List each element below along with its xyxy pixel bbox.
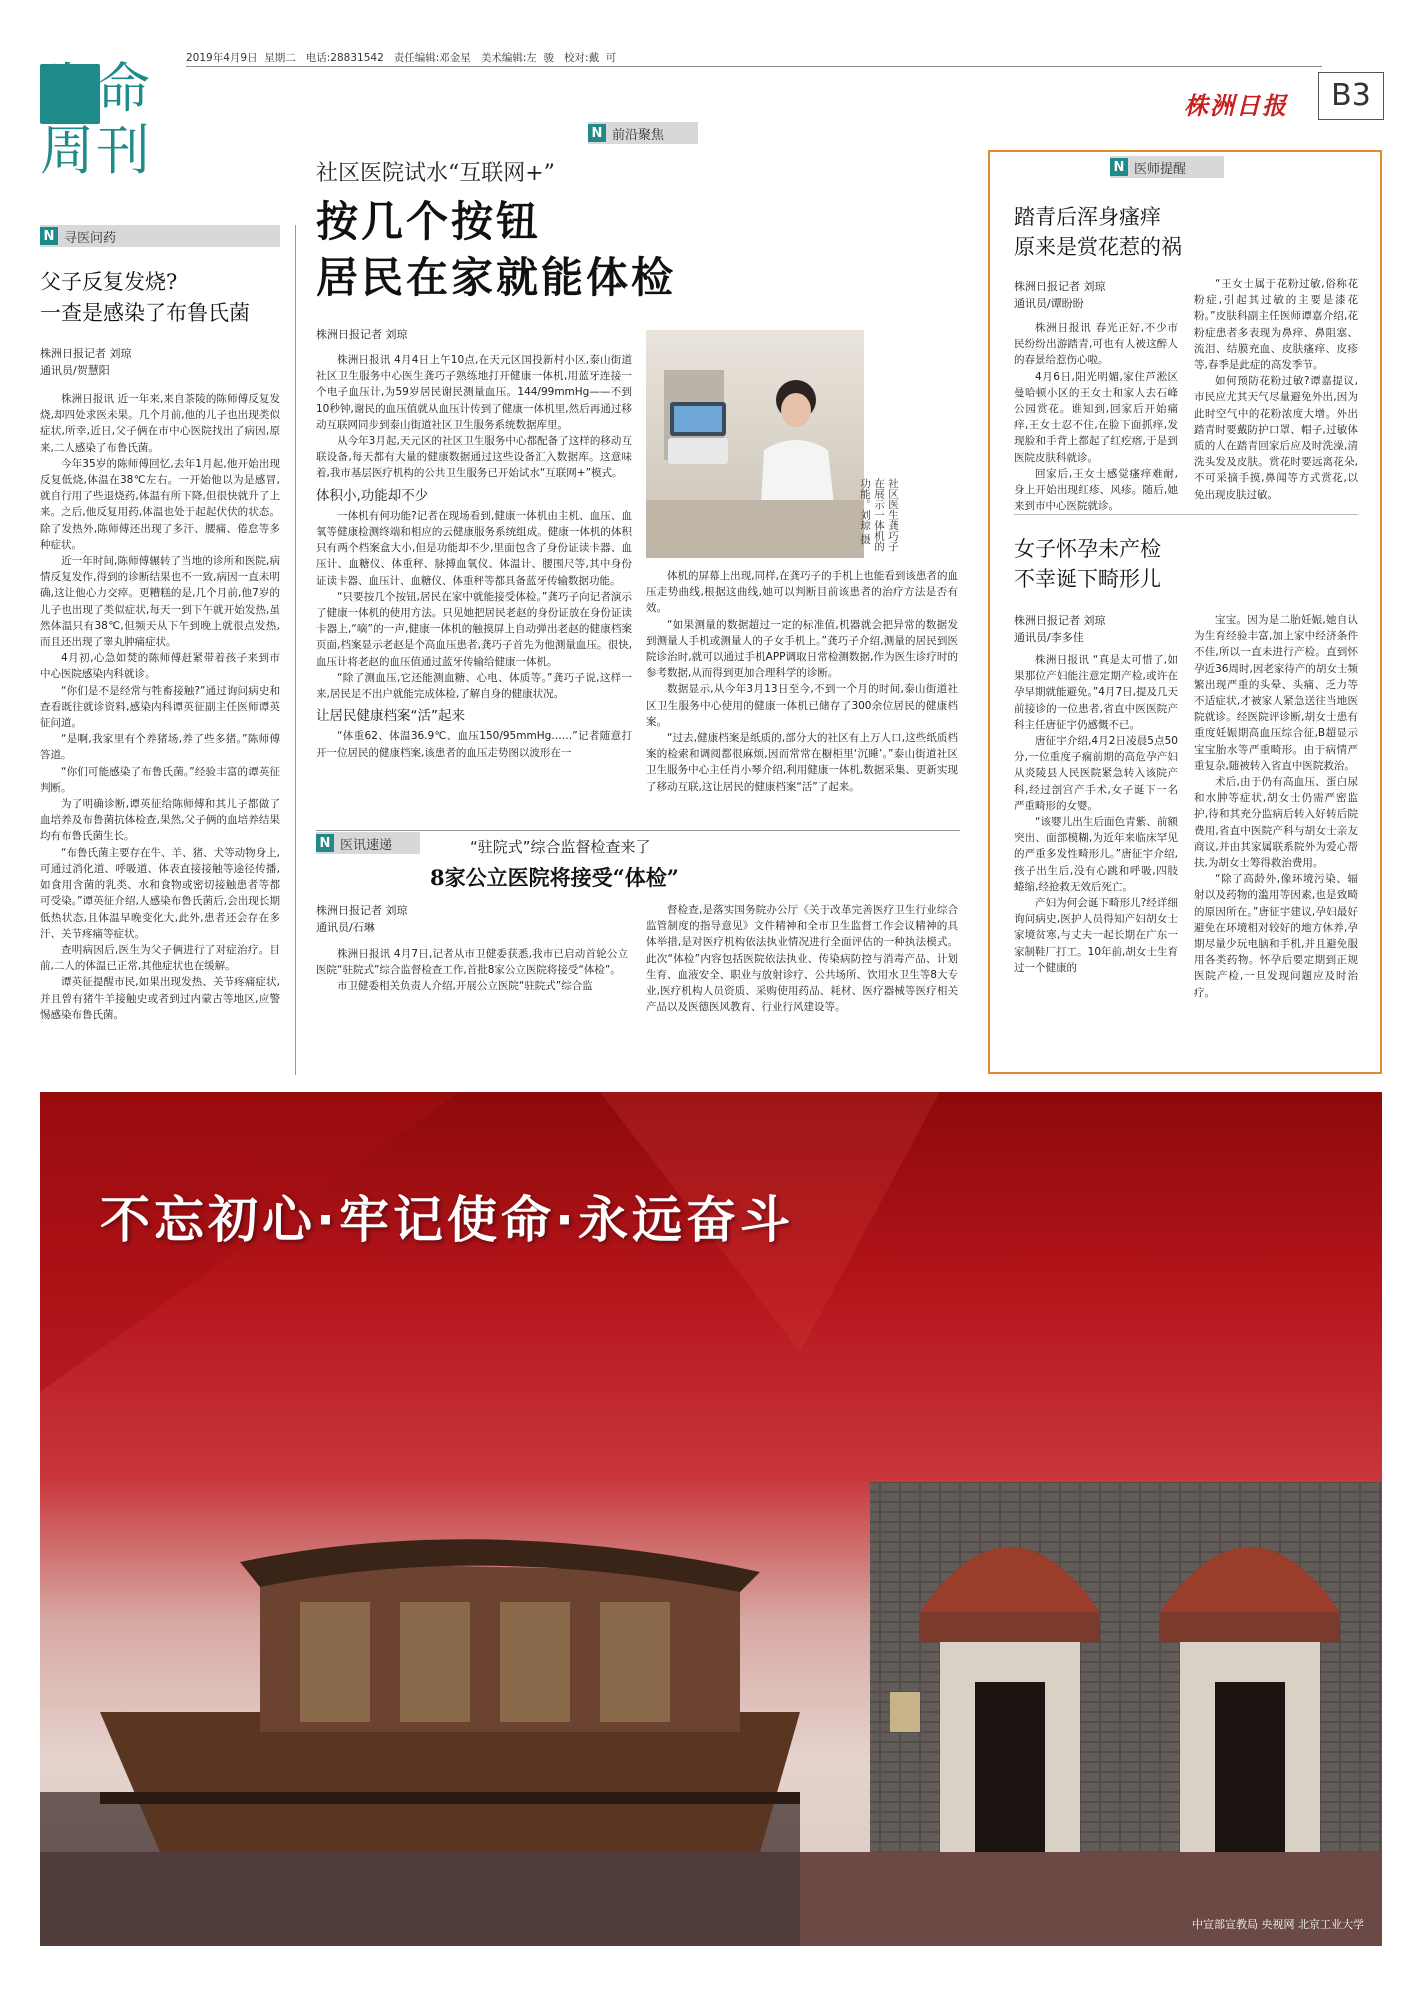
page-number: B3 bbox=[1331, 78, 1371, 113]
photo-illustration bbox=[646, 330, 864, 558]
article1-headline-line1: 踏青后浑身瘙痒 bbox=[1014, 205, 1161, 229]
main-headline bbox=[316, 194, 876, 306]
photo-caption: 社区医生龚巧子在展示一体机的功能。刘琼 摄 bbox=[859, 478, 899, 552]
article-divider bbox=[1014, 514, 1358, 515]
paragraph: 宝宝。因为是二胎妊娠,她自认为生育经验丰富,加上家中经济条件不佳,所以一直未进行产检。直到怀孕近36周时,因老家待产的胡女士频繁出现严重的头晕、头痛、乏力等不适症状,才被家人紧急送往当地医院就诊。经医院评诊断,胡女士患有重度妊娠期高血压综合征,B超显示宝宝胎水等严重畸形。由于病情严重复杂,随被转入省直中医院救治。 bbox=[1194, 614, 1358, 772]
byline-reporter: 株洲日报记者 刘琼 bbox=[1014, 280, 1106, 293]
paragraph: “你们可能感染了布鲁氏菌。”经验丰富的谭英征判断。 bbox=[40, 765, 280, 794]
paragraph: 查明病因后,医生为父子俩进行了对症治疗。目前,二人的体温已正常,其他症状也在缓解。 bbox=[40, 943, 280, 973]
byline-reporter: 株洲日报记者 刘琼 bbox=[1014, 614, 1106, 627]
paragraph: “体重62、体温36.9℃、血压150/95mmHg……”记者随意打开一位居民的健康档案,该患者的血压走势图以波形在一 bbox=[316, 730, 632, 759]
paragraph: 谭英征提醒市民,如果出现发热、关节疼痛症状,并且曾有猪牛羊接触史或者到过内蒙古等地区,应警惕感染布鲁氏菌。 bbox=[40, 976, 280, 1021]
paragraph: 从今年3月起,天元区的社区卫生服务中心都配备了这样的移动互联设备,每天都有大量的健康数据通过这些设备汇入数据库。这意味着,我市基层医疗机构的公共卫生服务已开始试水“互联网+”模式。 bbox=[316, 435, 632, 480]
paragraph: 4月初,心急如焚的陈师傅赶紧带着孩子来到市中心医院感染内科就诊。 bbox=[40, 652, 280, 681]
poster-credit: 中宣部宣教局 央视网 北京工业大学 bbox=[1192, 1918, 1364, 1931]
tag-label: 医讯速递 bbox=[340, 837, 393, 853]
news2-headline: 8家公立医院将接受“体检” bbox=[430, 865, 679, 890]
main-col1 bbox=[316, 352, 632, 761]
byline-correspondent: 通讯员/石琳 bbox=[316, 921, 375, 934]
header-rule bbox=[186, 66, 1322, 67]
paper-name: 株洲日报 bbox=[1184, 91, 1288, 120]
paragraph: 株洲日报讯 春光正好,不少市民纷纷出游踏青,可也有人被这醉人的春景给惹伤心啦。 bbox=[1014, 322, 1178, 367]
paragraph: 回家后,王女士感觉瘙痒难耐,身上开始出现红疹、风疹。随后,她来到市中心医院就诊。 bbox=[1014, 467, 1178, 513]
paragraph: 体机的屏幕上出现,同样,在龚巧子的手机上也能看到该患者的血压走势曲线,根据这曲线,她可以判断目前该患者的治疗方法是否有效。 bbox=[646, 570, 958, 615]
paragraph: 株洲日报讯 近一年来,来自茶陵的陈师傅反复发烧,却四处求医未果。几个月前,他的儿子也出现类似症状,所幸,近日,父子俩在市中心医院找出了病因,原来,二人感染了布鲁氏菌。 bbox=[40, 393, 280, 454]
left-headline bbox=[40, 267, 280, 329]
left-column bbox=[40, 225, 280, 1023]
article2-headline-line2: 不幸诞下畸形儿 bbox=[1014, 567, 1161, 591]
paragraph: “除了高龄外,像环境污染、辐射以及药物的滥用等因素,也是致畸的原因所在。”唐征宇建议,孕妇最好避免在环境相对较好的地方休养,孕期尽量少玩电脑和手机,并且避免服用各类药物。怀孕后要定期到正规医院产检,一旦发现问题应及时治疗。 bbox=[1194, 873, 1358, 999]
paragraph: 今年35岁的陈师傅回忆,去年1月起,他开始出现反复低烧,体温在38℃左右。一开始他以为是感冒,就自行用了些退烧药,体温有所下降,但很快就升了上来。之后,他反复用药,体温也处于起起伏伏的状态。除了发热外,陈师傅还出现了多汗、腰痛、倦怠等多种症状。 bbox=[40, 457, 280, 551]
n-badge-icon: N bbox=[588, 124, 606, 142]
paragraph: 数据显示,从今年3月13日至今,不到一个月的时间,泰山街道社区卫生服务中心使用的健康一体机已储存了300余位居民的健康档案。 bbox=[646, 683, 958, 728]
article2-byline bbox=[1014, 612, 1106, 646]
paragraph: “过去,健康档案是纸质的,部分大的社区有上万人口,这些纸质档案的检索和调阅都很麻烦,因而常常在橱柜里‘沉睡’。”泰山街道社区卫生服务中心主任肖小琴介绍,利用健康一体机,数据采集、更新实现了移动互联,这让居民的健康档案“活”了起来。 bbox=[646, 732, 958, 793]
byline-correspondent: 通讯员/贺慧阳 bbox=[40, 364, 110, 377]
news-photo bbox=[646, 330, 864, 558]
section-logo bbox=[40, 58, 166, 184]
article1-col2 bbox=[1194, 276, 1358, 503]
byline-correspondent: 通讯员/李多佳 bbox=[1014, 631, 1084, 644]
main-col2 bbox=[646, 568, 958, 795]
article1-col1 bbox=[1014, 320, 1178, 514]
tag-label: 寻医问药 bbox=[64, 230, 117, 246]
news2-kicker: “驻院式”综合监督检查来了 bbox=[470, 838, 651, 856]
paragraph: 株洲日报讯 4月4日上午10点,在天元区国投新村小区,泰山街道社区卫生服务中心医生龚巧子熟练地打开健康一体机,用蓝牙连接一个电子血压计,为59岁居民谢民测量血压。144/99mmHg——不到10秒钟,谢民的血压值就从血压计传到了健康一体机里,然后再通过移动互联网同步到泰山街道社区卫生服务系统数据库里。 bbox=[316, 354, 632, 431]
n-badge-icon: N bbox=[316, 834, 334, 852]
subhead-small-but-capable: 体积小,功能却不少 bbox=[316, 487, 429, 504]
paragraph: 如何预防花粉过敏?谭嘉提议,市民应尤其天气尽量避免外出,因为此时空气中的花粉浓度大增。外出踏青时要戴防护口罩、帽子,过敏体质的人在踏青回家后应及时洗澡,清洗头发及皮肤。赏花时要远离花朵,不可采摘手摸,鼻闻等方式赏花,以免出现皮肤过敏。 bbox=[1194, 375, 1358, 501]
article2-headline-line1: 女子怀孕未产检 bbox=[1014, 537, 1161, 561]
paragraph: 术后,由于仍有高血压、蛋白尿和水肿等症状,胡女士仍需严密监护,待和其充分监病后转入好转后院费用,省直中医院产科与胡女士亲友商议,并由其家属联系院外为爱心帮扶,为胡女士筹得救治费用。 bbox=[1194, 776, 1358, 870]
news2-divider bbox=[316, 830, 960, 831]
poster-slogan: 不忘初心·牢记使命·永远奋斗 bbox=[100, 1191, 794, 1249]
paragraph: 市卫健委相关负责人介绍,开展公立医院“驻院式”综合监 bbox=[337, 980, 593, 993]
article1-headline-line2: 原来是赏花惹的祸 bbox=[1014, 235, 1182, 259]
paragraph: 4月6日,阳光明媚,家住芦淞区曼哈顿小区的王女士和家人去石峰公园赏花。谁知到,回家后开始痛痒,王女士忍不住,在脸下面抓痒,发现脸和手背上都起了红疙瘩,于是到医院皮肤科就诊。 bbox=[1014, 370, 1178, 464]
article2-col1 bbox=[1014, 652, 1178, 976]
paragraph: “王女士属于花粉过敏,俗称花粉症,引起其过敏的主要是漆花粉。”皮肤科副主任医师谭嘉介绍,花粉症患者多表现为鼻痒、鼻阻塞、流泪、结膜充血、皮肤瘙痒、皮疹等,春季是此症的高发季节。 bbox=[1194, 278, 1358, 372]
paragraph: “该婴儿出生后面色青紫、前额突出、面部模糊,为近年来临床罕见的严重多发性畸形儿。”唐征宇介绍,孩子出生后,没有心跳和呼吸,四肢蜷缩,经抢救无效后死亡。 bbox=[1014, 816, 1178, 893]
paragraph: 株洲日报讯 “真是太可惜了,如果那位产妇能注意定期产检,或许在孕早期就能避免。”4月7日,提及几天前接诊的一位患者,省直中医医院产科主任唐征宇仍感慨不已。 bbox=[1014, 654, 1178, 731]
article2-headline bbox=[1014, 534, 1354, 594]
tag-frontier bbox=[588, 122, 698, 144]
main-byline: 株洲日报记者 刘琼 bbox=[316, 328, 408, 341]
paragraph: “如果测量的数据超过一定的标准值,机器就会把异常的数据发到测量人手机或测量人的子女手机上。”龚巧子介绍,测量的居民到医院诊治时,就可以通过手机APP调取日常检测数据,作为医生诊疗时的参考数据,从而得到更加合理科学的诊断。 bbox=[646, 618, 958, 680]
date-line: 2019年4月9日 星期二 电话:28831542 责任编辑:邓金星 美术编辑:左 骏 校对:戴 可 bbox=[186, 52, 617, 64]
news2-col2 bbox=[646, 902, 958, 1015]
tag-medical-news bbox=[316, 832, 420, 854]
byline-correspondent: 通讯员/谭盼盼 bbox=[1014, 297, 1084, 310]
red-boat bbox=[100, 1539, 800, 1852]
paragraph: 一体机有何功能?记者在现场看到,健康一体机由主机、血压、血氧等健康检测终端和相应的云健康服务系统组成。健康一体机的体积只有两个档案盒大小,但是功能却不少,里面包含了身份证读卡器、血压计、血糖仪、体重秤、脉搏血氧仪、体温计、腰围尺等,其中身份证读卡器、血压计、血糖仪、体重秤等都具备蓝牙传输数据功能。 bbox=[316, 509, 632, 587]
poster-ad bbox=[40, 1092, 1382, 1946]
paragraph: 唐征宇介绍,4月2日凌晨5点50分,一位重度子痫前期的高危孕产妇从炎陵县人民医院紧急转入该院产科,经过剖宫产手术,女子诞下一名严重畸形的女婴。 bbox=[1014, 735, 1178, 812]
shikumen-building bbox=[870, 1482, 1382, 1902]
byline-reporter: 株洲日报记者 刘琼 bbox=[40, 347, 132, 360]
left-headline-line2: 一查是感染了布鲁氏菌 bbox=[40, 301, 250, 325]
paragraph: 产妇为何会诞下畸形儿?经详细询问病史,医护人员得知产妇胡女士家境贫寒,与丈夫一起长期在广东一家制鞋厂打工。10年前,胡女士生育过一个健康的 bbox=[1014, 897, 1178, 974]
right-column-box bbox=[988, 150, 1382, 1074]
byline-reporter: 株洲日报记者 刘琼 bbox=[316, 904, 408, 917]
paragraph: “是啊,我家里有个养猪场,养了些多猪。”陈师傅答道。 bbox=[40, 733, 280, 762]
column-divider bbox=[295, 225, 296, 1075]
subhead-records-alive: 让居民健康档案“活”起来 bbox=[316, 708, 465, 725]
main-headline-line1: 按几个按钮 bbox=[316, 197, 542, 246]
n-badge-icon: N bbox=[40, 227, 58, 245]
page-number-box bbox=[1318, 72, 1384, 120]
paragraph: “除了测血压,它还能测血糖、心电、体质等。”龚巧子说,这样一来,居民足不出户就能完成体检,了解自身的健康状况。 bbox=[316, 671, 632, 701]
article1-headline bbox=[1014, 202, 1354, 262]
paragraph: 为了明确诊断,谭英征给陈师傅和其儿子都做了血培养及布鲁菌抗体检查,果然,父子俩的血培养结果均有布鲁氏菌生长。 bbox=[40, 798, 280, 843]
tag-seek-doctor bbox=[40, 225, 280, 247]
main-headline-line2: 居民在家就能体检 bbox=[316, 253, 677, 302]
news2-col1 bbox=[316, 946, 628, 995]
paragraph: “你们是不是经常与牲畜接触?”通过询问病史和查看既往就诊资料,感染内科谭英征副主任医师谭英征问道。 bbox=[40, 684, 280, 730]
news2-byline bbox=[316, 902, 408, 936]
article1-byline bbox=[1014, 278, 1106, 312]
tag-doctor-reminder bbox=[1110, 156, 1224, 178]
paragraph: 株洲日报讯 4月7日,记者从市卫健委获悉,我市已启动首轮公立医院“驻院式”综合监督检查工作,首批8家公立医院将接受“体检”。 bbox=[316, 948, 628, 977]
paragraph: 督检查,是落实国务院办公厅《关于改革完善医疗卫生行业综合监管制度的指导意见》文件精神和全市卫生监督工作会议精神的具体举措,是对医疗机构依法执业情况进行全面评估的一种执法模式。此次“体检”内容包括医院依法执业、传染病防控与消毒产品、计划生育、血液安全、职业与放射诊疗、公共场所、饮用水卫生等8大专业,医疗机构人员资质、采购使用药品、耗材、医疗器械等医疗相关产品以及医德医风教育、行业行风建设等。 bbox=[646, 904, 958, 1014]
n-badge-icon: N bbox=[1110, 158, 1128, 176]
main-kicker: 社区医院试水“互联网+” bbox=[316, 161, 555, 186]
paragraph: “只要按几个按钮,居民在家中就能接受体检。”龚巧子向记者演示了健康一体机的使用方法。只见她把居民老赵的身份证放在身份证读卡器上,“嘀”的一声,健康一体机的触摸屏上自动弹出老赵的健康档案页面,档案显示老赵是个高血压患者,龚巧子首先为他测量血压。很快,血压计将老赵的血压值通过蓝牙传输给健康一体机。 bbox=[316, 590, 632, 668]
tag-label: 医师提醒 bbox=[1134, 161, 1187, 177]
left-headline-line1: 父子反复发烧? bbox=[40, 270, 178, 294]
tag-label: 前沿聚焦 bbox=[612, 127, 665, 143]
article2-col2 bbox=[1194, 612, 1358, 1001]
paragraph: 近一年时间,陈师傅辗转了当地的诊所和医院,病情反复发作,得到的诊断结果也不一致,病因一直未明确,这让他心力交瘁。更糟糕的是,几个月前,他7岁的儿子也出现了类似症状,每天一到下午就开始发热,虽然体温只有38℃,但频天从下午到晚上就很点发热,而且还出现了睾丸肿痛症状。 bbox=[40, 555, 280, 649]
section-title: 生命周刊 bbox=[40, 57, 152, 182]
left-byline bbox=[40, 345, 280, 379]
left-article-body bbox=[40, 391, 280, 1023]
paragraph: “布鲁氏菌主要存在牛、羊、猪、犬等动物身上,可通过消化道、呼吸道、体表直接接触等途径传播,如食用含菌的乳类、水和食物或密切接触患者等都可受染。”谭英征介绍,人感染布鲁氏菌后,会出现长期低热状态,且体温早晚变化大,此外,患者还会存在多汗、关节疼痛等症状。 bbox=[40, 846, 280, 940]
